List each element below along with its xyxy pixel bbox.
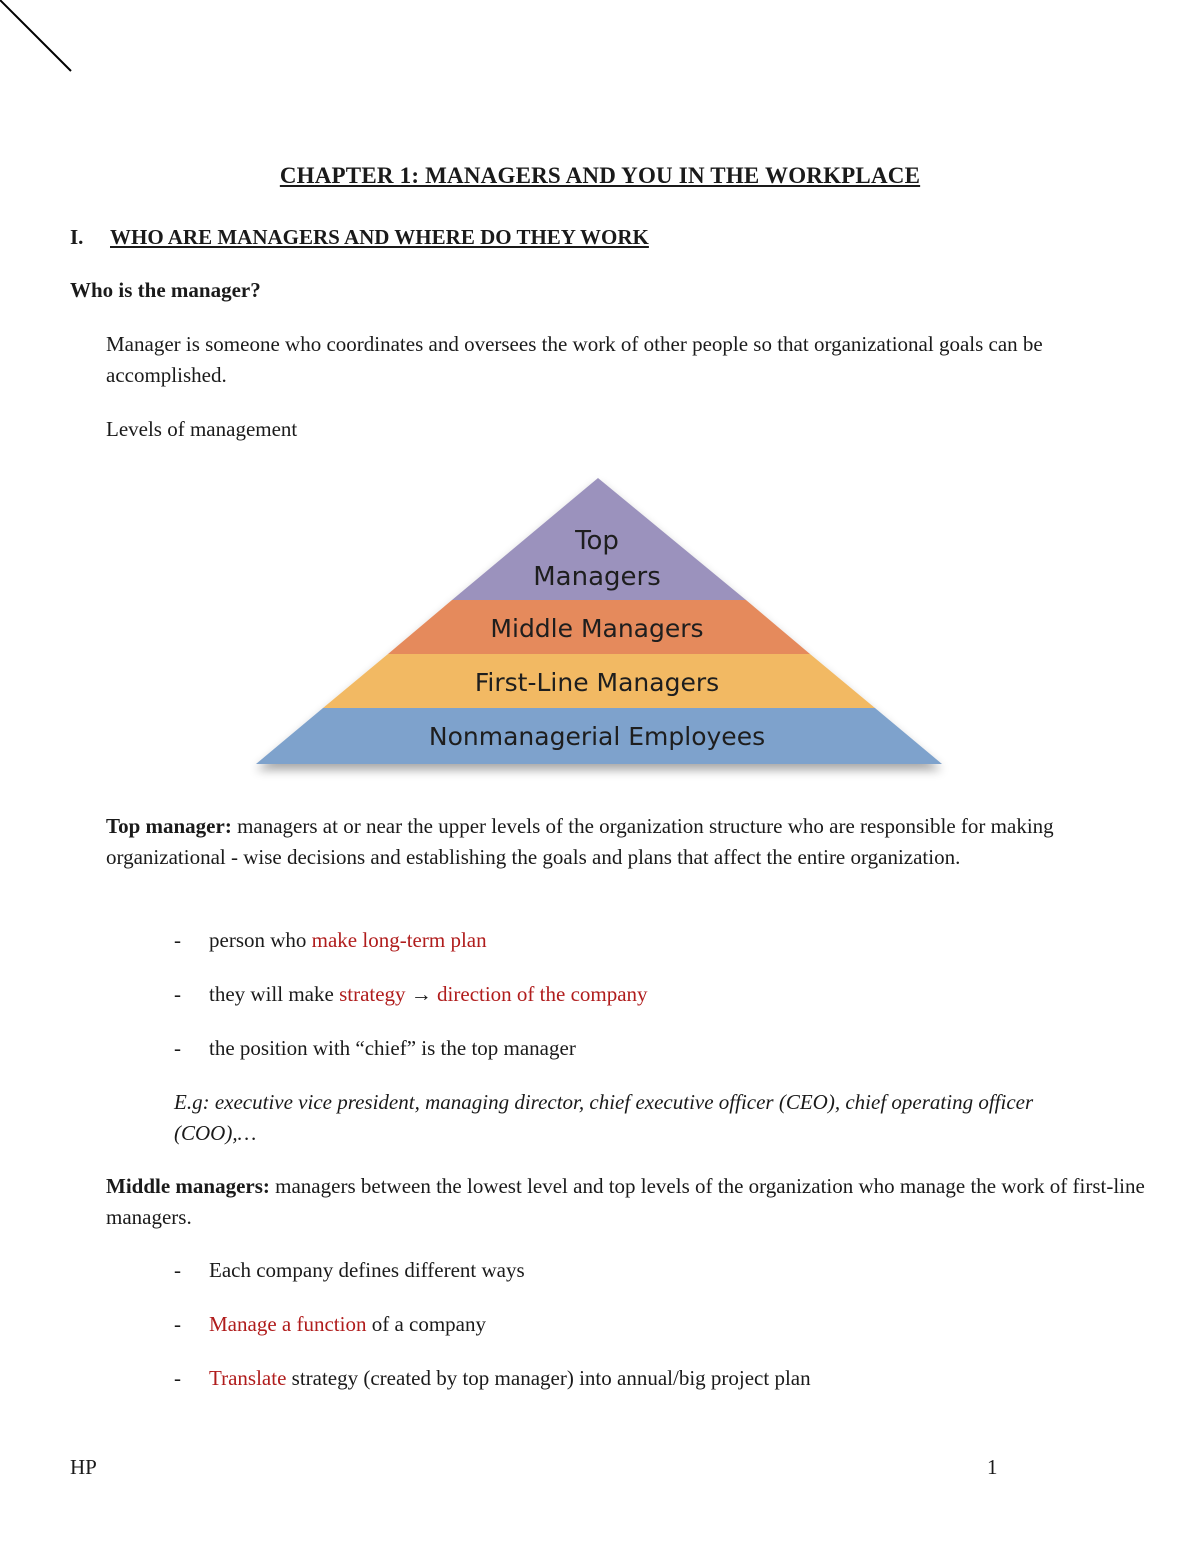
section-number: I. — [70, 225, 84, 249]
levels-label: Levels of management — [106, 417, 298, 441]
management-pyramid — [250, 472, 950, 792]
pyramid-label-top-2: Managers — [533, 562, 661, 592]
middle-managers-text: managers between the lowest level and top levels of the organization who manage the work of first-line managers. — [106, 1174, 1145, 1229]
page-number: 1 — [987, 1455, 998, 1479]
top-manager-term: Top manager: — [106, 814, 232, 838]
middle-managers-term: Middle managers: — [106, 1174, 270, 1198]
list-item: - person who make long-term plan — [174, 928, 487, 952]
pyramid-label-first-line: First-Line Managers — [474, 668, 720, 697]
pyramid-label-nonmanagerial: Nonmanagerial Employees — [428, 722, 766, 751]
corner-line — [0, 0, 80, 80]
question-heading: Who is the manager? — [70, 278, 261, 302]
list-item: - the position with “chief” is the top manager — [174, 1036, 576, 1060]
page-title: CHAPTER 1: MANAGERS AND YOU IN THE WORKPLACE — [279, 163, 921, 188]
section-heading — [70, 225, 649, 250]
list-item: - Each company defines different ways — [174, 1258, 525, 1282]
middle-managers-definition — [106, 1171, 1146, 1233]
top-manager-example: E.g: executive vice president, managing director, chief executive officer (CEO), chief operating officer (COO),… — [174, 1090, 1034, 1145]
list-item: - Manage a function of a company — [174, 1312, 486, 1336]
top-manager-text: managers at or near the upper levels of the organization structure who are responsible for making organizational - wise decisions and establishing the goals and plans that affect the entire organization. — [106, 814, 1054, 869]
manager-definition: Manager is someone who coordinates and oversees the work of other people so that organizational goals can be accomplished. — [106, 332, 1043, 387]
section-text: WHO ARE MANAGERS AND WHERE DO THEY WORK — [110, 225, 649, 249]
list-item: - they will make strategy → direction of the company — [174, 982, 648, 1006]
list-item: - Translate strategy (created by top manager) into annual/big project plan — [174, 1366, 811, 1390]
top-manager-definition — [106, 811, 1146, 873]
pyramid-label-top-1: Top — [575, 526, 619, 556]
footer-initials: HP — [70, 1455, 97, 1479]
pyramid-label-middle: Middle Managers — [490, 614, 704, 643]
